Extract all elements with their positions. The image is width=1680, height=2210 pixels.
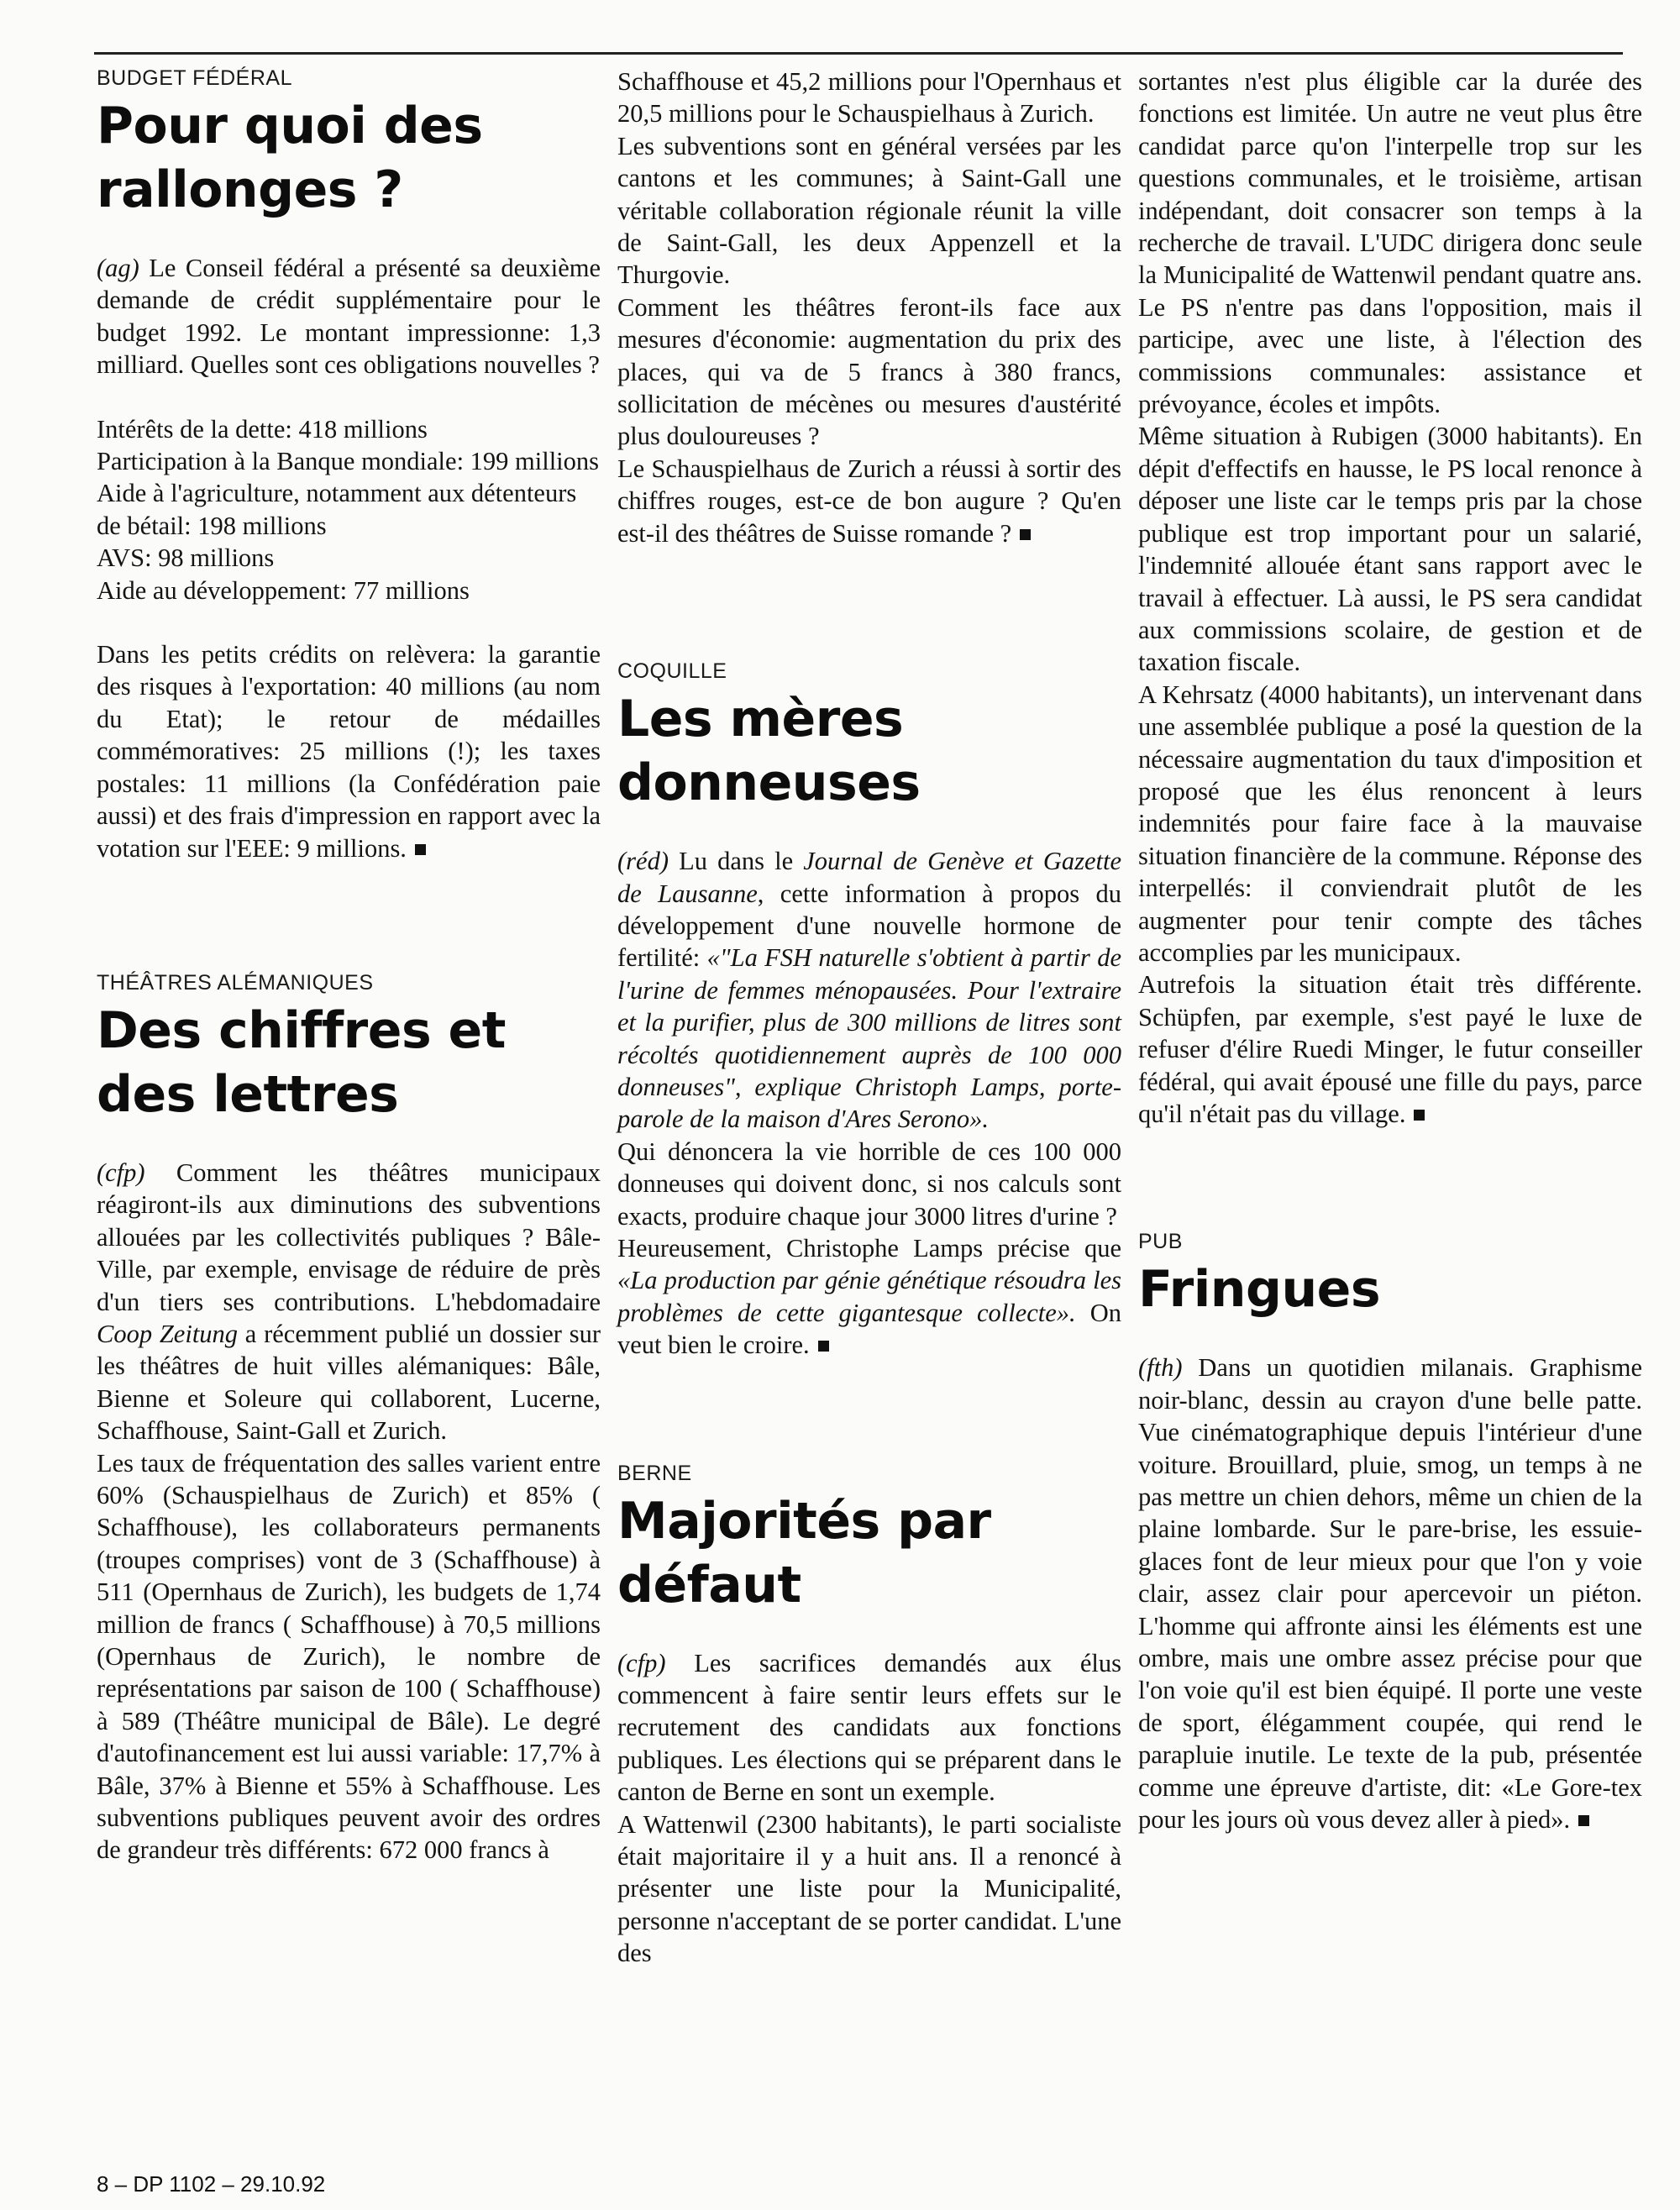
article-theatres-continued: [617, 66, 1121, 549]
list-item: Aide à l'agriculture, notamment aux détenteurs de bétail: 198 millions: [97, 479, 577, 540]
article-headline: Pour quoi des rallonges ?: [97, 97, 483, 219]
article-paragraph: Heureusement, Christophe Lamps précise que «La production par génie génétique résoudra les problèmes de cette gigantesque collecte». On veut bien le croire.: [617, 1233, 1122, 1360]
author-tag: (réd): [617, 847, 669, 876]
article-pub: [1138, 1229, 1642, 1835]
article-intro: (ag) Le Conseil fédéral a présenté sa deuxième demande de crédit supplémentaire pour le budget 1992. Le montant impressionne: 1,3 milliard. Quelles sont ces obligations nouvelles ?: [97, 254, 601, 380]
article-kicker: BUDGET FÉDÉRAL: [97, 66, 292, 90]
article-paragraph: A Wattenwil (2300 habitants), le parti socialiste était majoritaire il y a huit ans. Il a renoncé à présenter une liste pour la Municipalité, personne n'acceptant de se porter candidat. L'une des: [617, 1809, 1121, 1968]
article-paragraph: Dans les petits crédits on relèvera: la garantie des risques à l'exportation: 40 millions (au nom du Etat); le retour de médailles commémoratives: 25 millions (!); les taxes postales: 11 millions (la Confédération paie aussi) et des frais d'impression en rapport avec la votation sur l'EEE: 9 millions.: [97, 640, 601, 863]
page-footer: 8 – DP 1102 – 29.10.92: [97, 2171, 326, 2197]
end-mark-icon: [1578, 1815, 1589, 1826]
article-kicker: COQUILLE: [617, 659, 727, 684]
author-tag: (cfp): [617, 1648, 666, 1677]
article-paragraph: Qui dénoncera la vie horrible de ces 100 000 donneuses qui doivent donc, si nos calculs sont exacts, produire chaque jour 3000 litres d'urine ?: [617, 1136, 1121, 1231]
article-paragraph: Les subventions sont en général versées par les cantons et les communes; à Saint-Gall une véritable collaboration régionale réunit la ville de Saint-Gall, les deux Appenzell et la Thurgovie.: [617, 131, 1121, 290]
article-paragraph: (cfp) Comment les théâtres municipaux réagiront-ils aux diminutions des subventions allouées par les collectivités publiques ? Bâle-Ville, par exemple, envisage de réduire de près d'un tiers ses contributions. L'hebdomadaire Coop Zeitung a récemment publié un dossier sur les théâtres de huit villes alémaniques: Bâle, Bienne et Soleure qui collaborent, Lucerne, Schaffhouse, Saint-Gall et Zurich.: [97, 1157, 601, 1446]
article-headline: Des chiffres et des lettres: [97, 1000, 506, 1124]
article-paragraph: Schaffhouse et 45,2 millions pour l'Opernhaus et 20,5 millions pour le Schauspielhaus à Zurich.: [617, 67, 1121, 129]
article-paragraph: Les taux de fréquentation des salles varient entre 60% (Schauspielhaus de Zurich) et 85% ( Schaffhouse), les collaborateurs permanents (troupes comprises) vont de 3 (Schaffhouse) à 511 (Opernhaus de Zurich), les budgets de 1,74 million de francs ( Schaffhouse) à 70,5 millions (Opernhaus de Zurich), le nombre de représentations par saison de 100 ( Schaffhouse) à 589 (Théâtre municipal de Bâle). Le degré d'autofinancement est lui aussi variable: 17,7% à Bâle, 37% à Bienne et 55% à Schaffhouse. Les subventions publiques peuvent avoir des ordres de grandeur très différents: 672 000 francs à: [97, 1448, 601, 1865]
budget-list: [97, 413, 601, 606]
end-mark-icon: [1020, 529, 1031, 540]
article-paragraph: Comment les théâtres feront-ils face aux mesures d'économie: augmentation du prix des places, qui va de 5 francs à 380 francs, sollicitation de mécènes ou mesures d'austérité plus douloureuses ?: [617, 292, 1121, 451]
article-kicker: PUB: [1138, 1230, 1183, 1254]
list-item: Aide au développement: 77 millions: [97, 575, 470, 605]
article-paragraph: sortantes n'est plus éligible car la durée des fonctions est limitée. Un autre ne veut plus être candidat parce qu'on l'interpelle trop sur les questions communales, et le troisième, artisan indépendant, doit consacrer son temps à la recherche de travail. L'UDC dirigera donc seule la Municipalité de Wattenwil pendant quatre ans. Le PS n'entre pas dans l'opposition, mais il participe, avec une liste, à l'élection des commissions communales: assistance et prévoyance, écoles et impôts.: [1138, 67, 1642, 419]
author-tag: (cfp): [97, 1157, 145, 1187]
list-item: Intérêts de la dette: 418 millions: [97, 414, 428, 444]
author-tag: (ag): [97, 254, 139, 282]
end-mark-icon: [415, 844, 426, 855]
article-budget-federal: [97, 66, 601, 864]
article-kicker: THÉÂTRES ALÉMANIQUES: [97, 970, 374, 995]
column-2: [617, 66, 1121, 1970]
article-paragraph: Le Schauspielhaus de Zurich a réussi à sortir des chiffres rouges, est-ce de bon augure ? Qu'en est-il des théâtres de Suisse romande ?: [617, 454, 1121, 548]
article-paragraph: Même situation à Rubigen (3000 habitants). En dépit d'effectifs en hausse, le PS local renonce à déposer une liste car le temps pris par la chose publique est trop important pour un salarié, l'indemnité allouée étant sans rapport avec le travail à effectuer. Là aussi, le PS sera candidat aux commissions scolaire, de gestion et de taxation fiscale.: [1138, 422, 1642, 677]
column-3: [1138, 66, 1642, 1836]
column-1: [97, 66, 601, 1866]
article-berne-continued: [1138, 66, 1642, 1130]
article-paragraph: (cfp) Les sacrifices demandés aux élus commencent à faire sentir leurs effets sur le recrutement des candidats aux fonctions publiques. Les élections qui se préparent dans le canton de Berne en sont un exemple.: [617, 1648, 1121, 1807]
article-headline: Majorités par défaut: [617, 1491, 991, 1614]
article-kicker: BERNE: [617, 1461, 692, 1485]
article-paragraph: (réd) Lu dans le Journal de Genève et Gazette de Lausanne, cette information à propos du développement d'une nouvelle hormone de fertilité: «"La FSH naturelle s'obtient à partir de l'urine de femmes ménopausées. Pour l'extraire et la purifier, plus de 300 millions de litres sont récoltés quotidiennement auprès de 100 000 donneuses", explique Christoph Lamps, porte-parole de la maison d'Ares Serono».: [617, 847, 1121, 1134]
end-mark-icon: [1414, 1110, 1425, 1121]
end-mark-icon: [818, 1341, 829, 1352]
article-paragraph: Autrefois la situation était très différente. Schüpfen, par exemple, s'est payé le luxe de refuser d'élire Ruedi Minger, le futur conseiller fédéral, qui avait épousé une fille du pays, parce qu'il n'était pas du village.: [1138, 970, 1642, 1128]
article-headline: Les mères donneuses: [617, 690, 921, 813]
article-coquille: [617, 659, 1121, 1362]
article-paragraph: (fth) Dans un quotidien milanais. Graphisme noir-blanc, dessin au crayon d'une belle patte. Vue cinématographique depuis l'intérieur d'une voiture. Brouillard, pluie, smog, un temps à ne pas mettre un chien dehors, même un chien de la plaine lombarde. Sur le pare-brise, les essuie-glaces font de leur mieux pour que l'on y voie clair, assez clair pour apercevoir un piéton. L'homme qui affronte ainsi les éléments est une ombre, mais une ombre assez précise pour que l'on voie qu'il est bien équipé. Il porte une veste de sport, élégamment coupée, qui rend le parapluie inutile. Le texte de la pub, présentée comme une épreuve d'artiste, dit: «Le Gore-tex pour les jours où vous devez aller à pied».: [1138, 1353, 1642, 1835]
list-item: Participation à la Banque mondiale: 199 millions: [97, 447, 600, 476]
list-item: AVS: 98 millions: [97, 543, 275, 573]
article-paragraph: A Kehrsatz (4000 habitants), un intervenant dans une assemblée publique a posé la question de la nécessaire augmentation du taux d'imposition et proposé que les élus renoncent à leurs indemnités pour faire face à la mauvaise situation financière de la commune. Réponse des interpellés: il conviendrait plutôt de les augmenter pour tenir compte des tâches accomplies par les municipaux.: [1138, 680, 1642, 967]
top-rule: [94, 52, 1623, 55]
author-tag: (fth): [1138, 1353, 1183, 1383]
article-headline: Fringues: [1138, 1260, 1381, 1320]
article-theatres: [97, 970, 601, 1866]
article-berne: [617, 1461, 1121, 1970]
